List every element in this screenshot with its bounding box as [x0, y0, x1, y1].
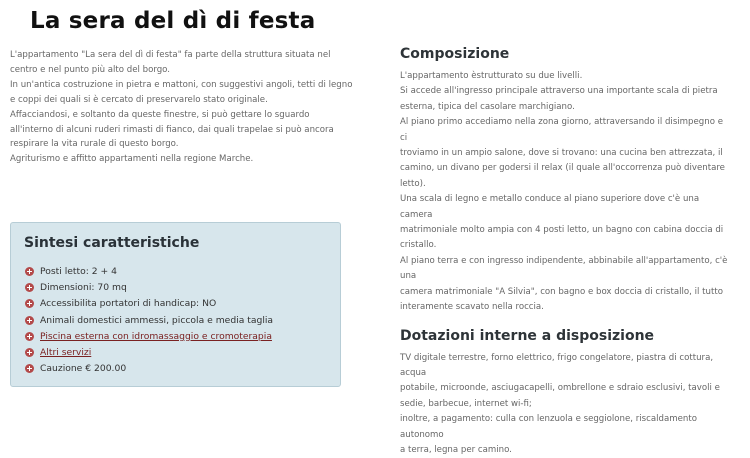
- feature-text: Animali domestici ammessi, piccola e media taglia: [40, 315, 273, 326]
- feature-item: [25, 279, 273, 295]
- feature-item: [25, 312, 273, 328]
- feature-item: [25, 328, 273, 344]
- intro-line: Agriturismo e affitto appartamenti nella regione Marche.: [10, 152, 355, 167]
- page-title: La sera del dì di festa: [30, 8, 315, 34]
- equipment-line: potabile, microonde, asciugacapelli, ombrellone e sdraio esclusivi, tavoli e: [400, 381, 732, 396]
- intro-line: In un'antica costruzione in pietra e mattoni, con suggestivi angoli, tetti di legno: [10, 78, 355, 93]
- intro-line: centro e nel punto più alto del borgo.: [10, 63, 355, 78]
- composition-text: [400, 69, 732, 316]
- pool-link[interactable]: Piscina esterna con idromassaggio e cromoterapia: [40, 331, 272, 342]
- feature-text: Dimensioni: 70 mq: [40, 282, 127, 293]
- plus-bullet-icon: [25, 364, 34, 373]
- features-list: [25, 263, 273, 377]
- equipment-line: a terra, legna per camino.: [400, 443, 732, 458]
- plus-bullet-icon: [25, 299, 34, 308]
- composition-line: troviamo in un ampio salone, dove si trovano: una cucina ben attrezzata, il: [400, 146, 732, 161]
- feature-item: [25, 263, 273, 279]
- composition-line: Al piano terra e con ingresso indipendente, abbinabile all'appartamento, c'è una: [400, 254, 732, 285]
- composition-line: esterna, tipica del casolare marchigiano.: [400, 100, 732, 115]
- composition-line: interamente scavato nella roccia.: [400, 300, 732, 315]
- equipment-heading: Dotazioni interne a disposizione: [400, 328, 732, 344]
- plus-bullet-icon: [25, 332, 34, 341]
- composition-line: matrimoniale molto ampia con 4 posti letto, un bagno con cabina doccia di: [400, 223, 732, 238]
- details-column: [400, 46, 732, 458]
- composition-line: L'appartamento èstrutturato su due livelli.: [400, 69, 732, 84]
- intro-line: e coppi dei quali si è cercato di preservarelo stato originale.: [10, 93, 355, 108]
- composition-line: letto).: [400, 177, 732, 192]
- feature-item: [25, 344, 273, 360]
- composition-line: camino, un divano per godersi il relax (il quale all'occorrenza può diventare: [400, 161, 732, 176]
- feature-text: Cauzione € 200.00: [40, 363, 126, 374]
- intro-line: respirare la vita rurale di questo borgo.: [10, 137, 355, 152]
- summary-title: Sintesi caratteristiche: [24, 235, 199, 251]
- composition-heading: Composizione: [400, 46, 732, 62]
- feature-text: Posti letto: 2 + 4: [40, 266, 117, 277]
- other-services-link[interactable]: Altri servizi: [40, 347, 91, 358]
- composition-line: Si accede all'ingresso principale attraverso una importante scala di pietra: [400, 84, 732, 99]
- intro-line: all'interno di alcuni ruderi rimasti di fianco, dai quali trapelae si può ancora: [10, 123, 355, 138]
- features-summary-box: [10, 222, 341, 387]
- intro-column: [10, 48, 355, 167]
- equipment-line: TV digitale terrestre, forno elettrico, frigo congelatore, piastra di cottura, acqua: [400, 351, 732, 382]
- feature-text: Accessibilita portatori di handicap: NO: [40, 298, 216, 309]
- equipment-text: [400, 351, 732, 458]
- feature-item: [25, 296, 273, 312]
- plus-bullet-icon: [25, 283, 34, 292]
- intro-line: Affacciandosi, e soltanto da queste finestre, si può gettare lo sguardo: [10, 108, 355, 123]
- plus-bullet-icon: [25, 267, 34, 276]
- plus-bullet-icon: [25, 316, 34, 325]
- equipment-line: inoltre, a pagamento: culla con lenzuola e seggiolone, riscaldamento autonomo: [400, 412, 732, 443]
- composition-line: Una scala di legno e metallo conduce al piano superiore dove c'è una camera: [400, 192, 732, 223]
- composition-line: camera matrimoniale "A Silvia", con bagno e box doccia di cristallo, il tutto: [400, 285, 732, 300]
- feature-item: [25, 361, 273, 377]
- plus-bullet-icon: [25, 348, 34, 357]
- intro-line: L'appartamento "La sera del dì di festa" fa parte della struttura situata nel: [10, 48, 355, 63]
- composition-line: cristallo.: [400, 238, 732, 253]
- intro-text: [10, 48, 355, 167]
- composition-line: Al piano primo accediamo nella zona giorno, attraversando il disimpegno e ci: [400, 115, 732, 146]
- equipment-line: sedie, barbecue, internet wi-fi;: [400, 397, 732, 412]
